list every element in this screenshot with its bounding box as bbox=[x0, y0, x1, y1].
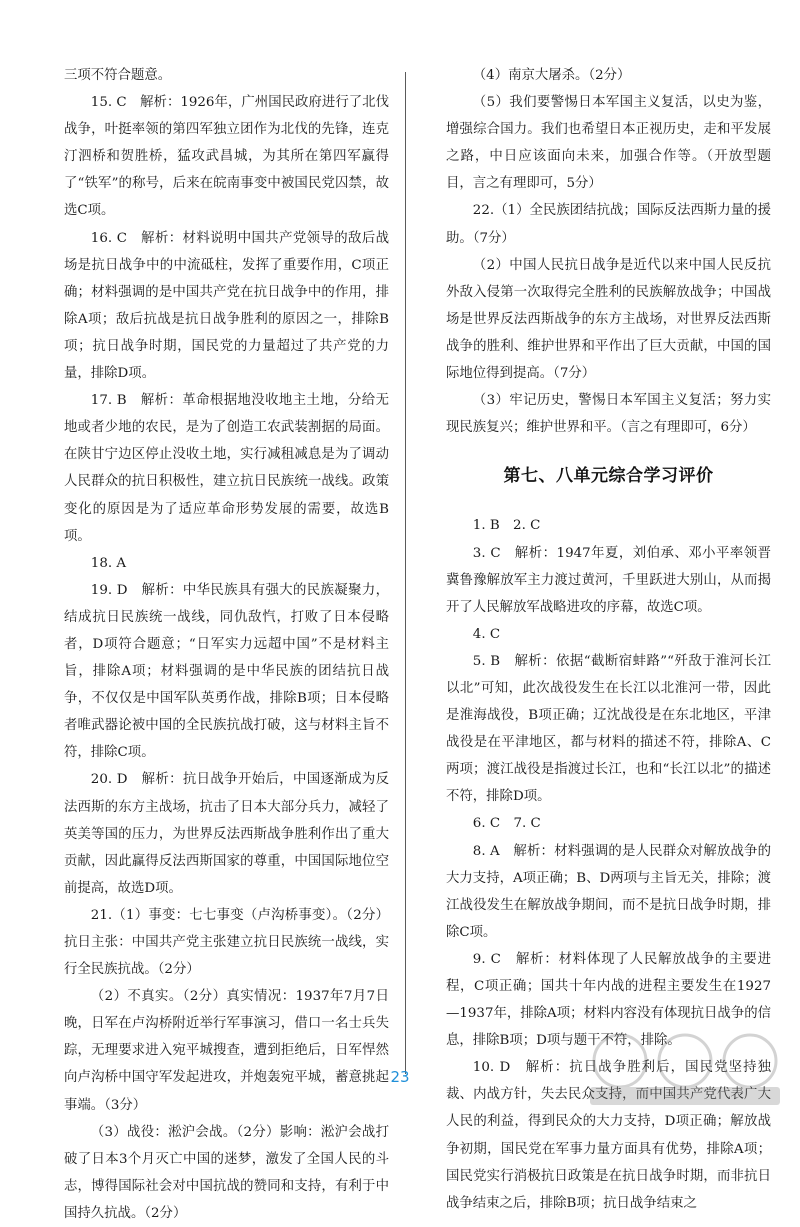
answer-paragraph: 19. D 解析：中华民族具有强大的民族凝聚力，结成抗日民族统一战线，同仇敌忾，打败了日本侵略者，D项符合题意；“日军实力远超中国”不是材料主旨，排除A项；材料强调的是中华民族的团结抗日战争，不仅仅是中国军队英勇作战，排除B项；日本侵略者唯武器论被中国的全民族抗战打破，这与材料主旨不符，排除C项。 bbox=[64, 582, 389, 761]
answer-paragraph: 5. B 解析：依据“截断宿蚌路”“歼敌于淮河长江以北”可知，此次战役发生在长江以北淮河一带，因此是淮海战役，B项正确；辽沈战役是在东北地区，平津战役是在平津地区，都与材料的描述不符，排除A、C两项；渡江战役是指渡过长江，也和“长江以北”的描述不符，排除D项。 bbox=[446, 653, 771, 805]
left-column bbox=[64, 62, 389, 1227]
answer-paragraph: 6. C 7. C bbox=[472, 816, 541, 832]
answer-paragraph: （2）不真实。（2分）真实情况：1937年7月7日晚，日军在卢沟桥附近举行军事演习，借口一名士兵失踪，无理要求进入宛平城搜查，遭到拒绝后，日军悍然向卢沟桥中国守军发起进攻，并炮轰宛平城，蓄意挑起事端。（3分） bbox=[64, 989, 389, 1113]
page-number: 23 bbox=[390, 1068, 410, 1086]
right-column bbox=[446, 62, 771, 1217]
answer-paragraph: （5）我们要警惕日本军国主义复活，以史为鉴，增强综合国力。我们也希望日本正视历史，走和平发展之路，中日应该面向未来，加强合作等。（开放型题目，言之有理即可，5分） bbox=[446, 95, 771, 192]
answer-paragraph: （3）牢记历史，警惕日本军国主义复活；努力实现民族复兴；维护世界和平。（言之有理即可，6分） bbox=[446, 393, 771, 436]
answer-paragraph: 10. D 解析：抗日战争胜利后，国民党坚持独裁、内战方针，失去民众支持，而中国共产党代表广大人民的利益，得到民众的大力支持，D项正确；解放战争初期，国民党在军事力量方面具有优势，排除A项；国民党实行消极抗日政策是在抗日战争时期，而非抗日战争结束之后，排除B项；抗日战争结束之 bbox=[446, 1060, 771, 1211]
answer-paragraph: 17. B 解析：革命根据地没收地主土地，分给无地或者少地的农民，是为了创造工农武装割据的局面。在陕甘宁边区停止没收土地，实行减租减息是为了调动人民群众的抗日积极性，建立抗日民族统一战线。政策变化的原因是为了适应革命形势发展的需要，故选B项。 bbox=[64, 393, 389, 544]
answer-paragraph: 16. C 解析：材料说明中国共产党领导的敌后战场是抗日战争中的中流砥柱，发挥了重要作用，C项正确；材料强调的是中国共产党在抗日战争中的作用，排除A项；敌后抗战是抗日战争胜利的原因之一，排除B项；抗日战争时期，国民党的力量超过了共产党的力量，排除D项。 bbox=[64, 230, 389, 382]
answer-paragraph: 三项不符合题意。 bbox=[64, 68, 172, 83]
answer-paragraph: 9. C 解析：材料体现了人民解放战争的主要进程，C项正确；国共十年内战的进程主要发生在1927—1937年，排除A项；材料内容没有体现抗日战争的信息，排除B项；D项与题干不符，排除。 bbox=[446, 951, 771, 1049]
answer-paragraph: （3）战役：淞沪会战。（2分）影响：淞沪会战打破了日本3个月灭亡中国的迷梦，激发了全国人民的斗志，博得国际社会对中国抗战的赞同和支持，有利于中国持久抗战。（2分） bbox=[64, 1124, 389, 1221]
right-column-top bbox=[446, 62, 771, 441]
column-divider bbox=[405, 72, 406, 1074]
answer-paragraph: 21.（1）事变：七七事变（卢沟桥事变）。（2分）抗日主张：中国共产党主张建立抗日民族统一战线，实行全民族抗战。（2分） bbox=[64, 907, 389, 978]
answer-paragraph: 15. C 解析：1926年，广州国民政府进行了北伐战争，叶挺率领的第四军独立团作为北伐的先锋，连克汀泗桥和贺胜桥，猛攻武昌城，为其所在第四军赢得了“铁军”的称号，后来在皖南事变中被国民党囚禁，故选C项。 bbox=[64, 95, 389, 219]
answer-paragraph: （2）中国人民抗日战争是近代以来中国人民反抗外敌入侵第一次取得完全胜利的民族解放战争；中国战场是世界反法西斯战争的东方主战场，对世界反法西斯战争的胜利、维护世界和平作出了巨大贡献，中国的国际地位得到提高。（7分） bbox=[446, 257, 771, 382]
answer-paragraph: 8. A 解析：材料强调的是人民群众对解放战争的大力支持，A项正确；B、D两项与主旨无关，排除；渡江战役发生在解放战争期间，而不是抗日战争时期，排除C项。 bbox=[446, 843, 771, 940]
answer-paragraph: 18. A bbox=[90, 555, 127, 571]
answer-paragraph: 4. C bbox=[472, 626, 501, 642]
answer-paragraph: （4）南京大屠杀。（2分） bbox=[472, 68, 631, 83]
answer-paragraph: 3. C 解析：1947年夏，刘伯承、邓小平率领晋冀鲁豫解放军主力渡过黄河，千里跃进大别山，从而揭开了人民解放军战略进攻的序幕，故选C项。 bbox=[446, 545, 771, 615]
section-title: 第七、八单元综合学习评价 bbox=[503, 466, 714, 487]
answer-paragraph: 20. D 解析：抗日战争开始后，中国逐渐成为反法西斯的东方主战场，抗击了日本大部分兵力，减轻了英美等国的压力，为世界反法西斯战争胜利作出了重大贡献，因此赢得反法西斯国家的尊重，中国国际地位空前提高，故选D项。 bbox=[64, 772, 389, 896]
answer-paragraph: 22.（1）全民族团结抗战；国际反法西斯力量的援助。（7分） bbox=[446, 203, 771, 246]
right-column-bottom bbox=[446, 512, 771, 1216]
answer-paragraph: 1. B 2. C bbox=[472, 518, 541, 534]
